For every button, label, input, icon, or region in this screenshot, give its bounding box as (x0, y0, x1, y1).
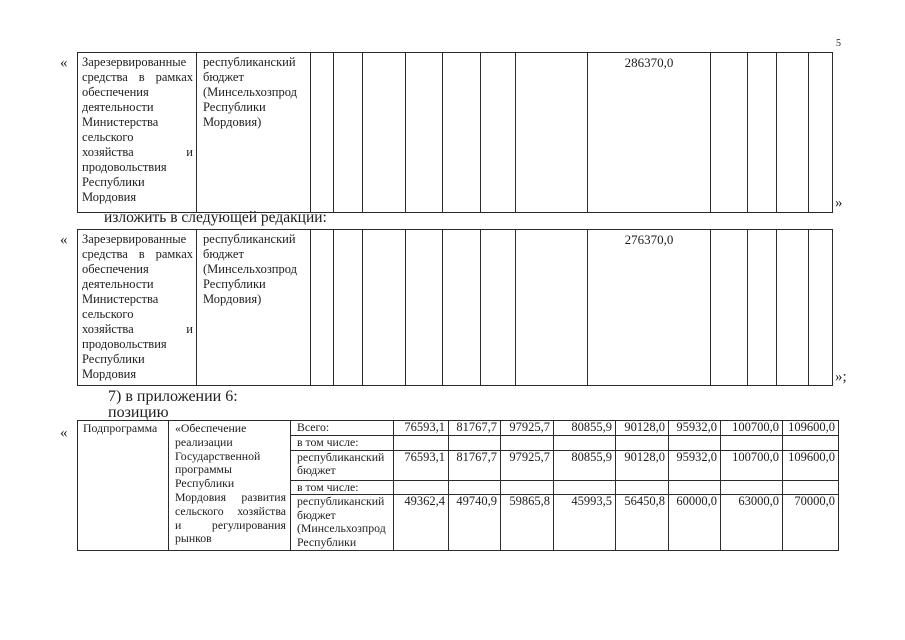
empty-cell (777, 53, 809, 213)
new-row-amount: 276370,0 (588, 230, 711, 386)
empty-cell (394, 436, 449, 451)
instruction-text: изложить в следующей редакции: (104, 209, 327, 226)
empty-cell (516, 230, 588, 386)
empty-cell (711, 53, 748, 213)
closing-quote-semicolon: »; (835, 369, 847, 385)
opening-quote: « (60, 232, 68, 248)
empty-cell (363, 230, 406, 386)
value-cell: 59865,8 (501, 495, 554, 551)
empty-cell (711, 230, 748, 386)
value-cell: 80855,9 (554, 450, 616, 480)
value-cell: 70000,0 (783, 495, 839, 551)
closing-quote: » (835, 195, 843, 211)
empty-cell (783, 480, 839, 495)
value-cell: 95932,0 (669, 421, 721, 436)
subprogram-table (77, 420, 839, 551)
empty-cell (721, 480, 783, 495)
value-cell: 80855,9 (554, 421, 616, 436)
empty-cell (748, 53, 777, 213)
value-cell: 90128,0 (616, 421, 669, 436)
value-cell: 97925,7 (501, 450, 554, 480)
empty-cell (616, 480, 669, 495)
row-label-ministry-budget: республиканский бюджет (Минсельхозпрод Республики (291, 495, 394, 551)
value-cell: 76593,1 (394, 421, 449, 436)
empty-cell (443, 230, 481, 386)
empty-cell (449, 436, 501, 451)
row-label-total: Всего: (291, 421, 394, 436)
new-row-source: республиканский бюджет (Минсельхозпрод Республики Мордовия) (197, 230, 311, 386)
original-row-table (77, 52, 833, 213)
item-subheading: позицию (108, 404, 169, 421)
empty-cell (406, 53, 443, 213)
table-row (78, 53, 833, 213)
value-cell: 49362,4 (394, 495, 449, 551)
opening-quote: « (60, 425, 68, 441)
empty-cell (481, 230, 516, 386)
empty-cell (501, 480, 554, 495)
value-cell: 76593,1 (394, 450, 449, 480)
empty-cell (616, 436, 669, 451)
value-cell: 81767,7 (449, 421, 501, 436)
empty-cell (334, 53, 363, 213)
empty-cell (501, 436, 554, 451)
empty-cell (777, 230, 809, 386)
subprogram-type-label: Подпрограмма (78, 421, 169, 551)
table-row (78, 230, 833, 386)
value-cell: 109600,0 (783, 421, 839, 436)
empty-cell (669, 436, 721, 451)
value-cell: 95932,0 (669, 450, 721, 480)
value-cell: 109600,0 (783, 450, 839, 480)
original-row-amount: 286370,0 (588, 53, 711, 213)
empty-cell (406, 230, 443, 386)
empty-cell (554, 480, 616, 495)
value-cell: 90128,0 (616, 450, 669, 480)
empty-cell (334, 230, 363, 386)
opening-quote: « (60, 55, 68, 71)
empty-cell (443, 53, 481, 213)
empty-cell (311, 230, 334, 386)
empty-cell (449, 480, 501, 495)
empty-cell (809, 53, 833, 213)
row-label-republican-budget: республиканский бюджет (291, 450, 394, 480)
new-row-table (77, 229, 833, 386)
original-row-source: республиканский бюджет (Минсельхозпрод Республики Мордовия) (197, 53, 311, 213)
value-cell: 97925,7 (501, 421, 554, 436)
empty-cell (554, 436, 616, 451)
empty-cell (481, 53, 516, 213)
value-cell: 100700,0 (721, 450, 783, 480)
original-row-name: Зарезервированные средства в рамках обеспечения деятельности Министерства сельского хозяйства и продовольствия Республики Мордовия (78, 53, 197, 213)
empty-cell (363, 53, 406, 213)
row-label-including: в том числе: (291, 436, 394, 451)
value-cell: 45993,5 (554, 495, 616, 551)
value-cell: 63000,0 (721, 495, 783, 551)
value-cell: 49740,9 (449, 495, 501, 551)
empty-cell (721, 436, 783, 451)
empty-cell (669, 480, 721, 495)
value-cell: 56450,8 (616, 495, 669, 551)
value-cell: 60000,0 (669, 495, 721, 551)
page-number: 5 (836, 38, 841, 49)
subprogram-name: «Обеспечение реализации Государственной программы Республики Мордовия развития сельского хозяйства и регулирования рынков (169, 421, 291, 551)
item-heading: 7) в приложении 6: (108, 388, 238, 405)
table-row (78, 421, 839, 436)
value-cell: 81767,7 (449, 450, 501, 480)
new-row-name: Зарезервированные средства в рамках обеспечения деятельности Министерства сельского хозяйства и продовольствия Республики Мордовия (78, 230, 197, 386)
empty-cell (748, 230, 777, 386)
empty-cell (311, 53, 334, 213)
empty-cell (394, 480, 449, 495)
value-cell: 100700,0 (721, 421, 783, 436)
empty-cell (783, 436, 839, 451)
empty-cell (516, 53, 588, 213)
row-label-including: в том числе: (291, 480, 394, 495)
empty-cell (809, 230, 833, 386)
